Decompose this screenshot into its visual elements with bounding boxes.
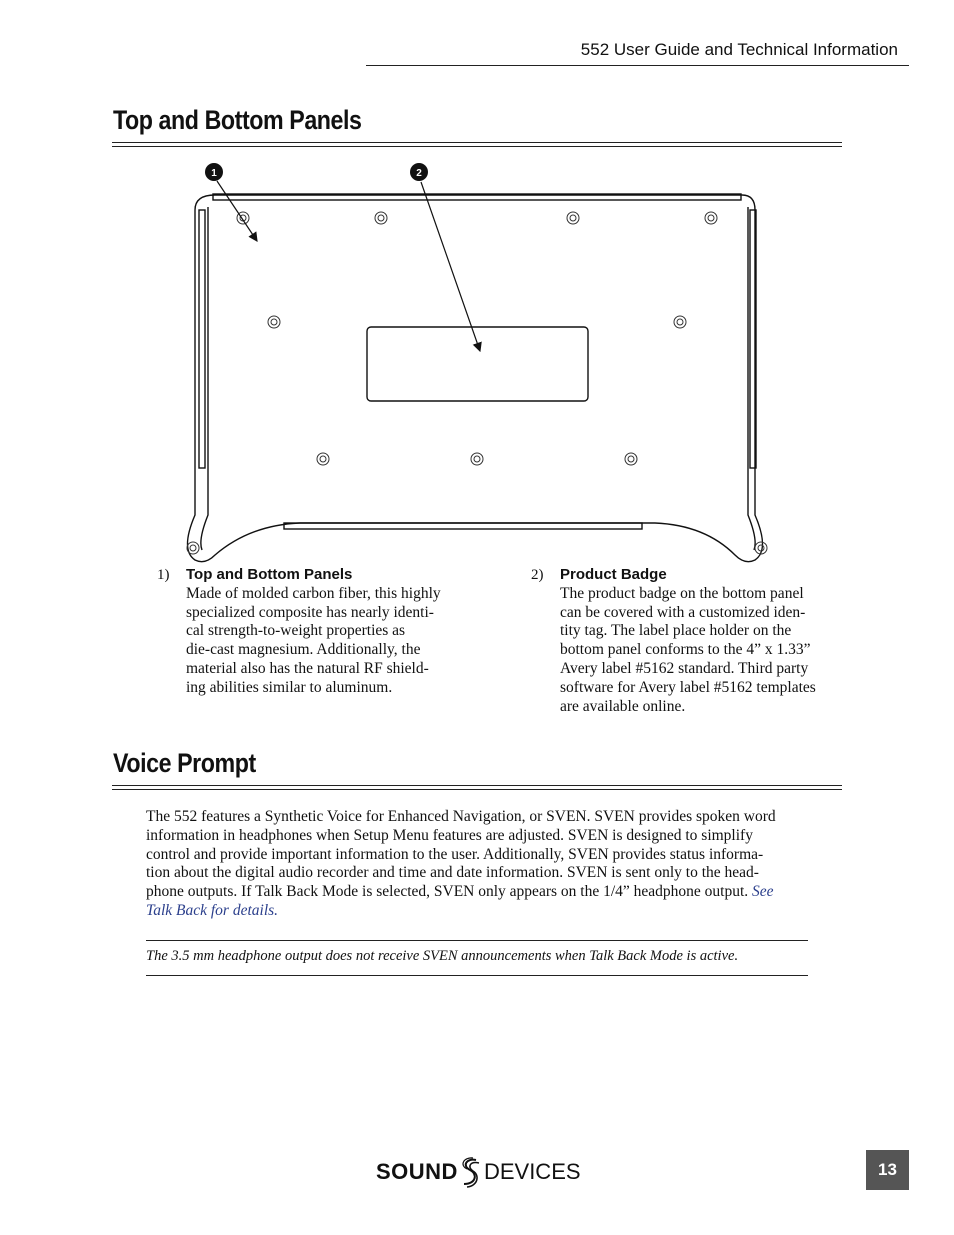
item-2-number: 2) xyxy=(531,567,544,583)
panel-outline xyxy=(188,194,763,562)
item-2-line: The product badge on the bottom panel xyxy=(560,584,804,602)
paragraph-line-text: phone outputs. If Talk Back Mode is selected, SVEN only appears on the 1/4” headphone output. xyxy=(146,883,753,901)
item-1-description xyxy=(186,566,441,698)
paragraph-line: control and provide important information to the user. Additionally, SVEN provides status informa- xyxy=(146,845,764,863)
sound-devices-logo xyxy=(376,1156,581,1188)
item-2-description xyxy=(560,566,816,716)
note-text: The 3.5 mm headphone output does not receive SVEN announcements when Talk Back Mode is active. xyxy=(146,948,739,964)
item-2-line: tity tag. The label place holder on the xyxy=(560,622,792,640)
paragraph-line xyxy=(146,883,846,902)
item-1-line: die-cast magnesium. Additionally, the xyxy=(186,641,421,659)
logo-swirl-icon xyxy=(458,1156,484,1188)
item-2-line: bottom panel conforms to the 4” x 1.33” xyxy=(560,641,811,659)
item-2-line: software for Avery label #5162 templates xyxy=(560,678,816,696)
section-title-top-bottom: Top and Bottom Panels xyxy=(113,105,362,135)
logo-sound-text: SOUND xyxy=(376,1159,458,1184)
callout-1-leader xyxy=(217,181,257,241)
item-1-number: 1) xyxy=(157,567,170,583)
section-rule xyxy=(112,142,842,147)
item-1-line: Made of molded carbon fiber, this highly xyxy=(186,584,441,602)
item-1-line: material also has the natural RF shield- xyxy=(186,659,429,677)
see-talk-back-link[interactable]: See xyxy=(752,883,774,901)
item-1-line: cal strength-to-weight properties as xyxy=(186,622,406,640)
logo-devices-text: DEVICES xyxy=(483,1159,581,1184)
item-2-line: are available online. xyxy=(560,697,686,715)
header-rule xyxy=(366,65,909,66)
running-header: 552 User Guide and Technical Information xyxy=(580,40,898,59)
item-2-line: Avery label #5162 standard. Third party xyxy=(560,659,809,677)
voice-prompt-paragraph xyxy=(146,808,846,921)
badge-placeholder xyxy=(367,327,588,401)
callout-2-leader xyxy=(421,182,480,351)
section-rule xyxy=(112,785,842,790)
page-number: 13 xyxy=(866,1150,909,1190)
item-1-line: ing abilities similar to aluminum. xyxy=(186,678,393,696)
paragraph-line: tion about the digital audio recorder and time and date information. SVEN is sent only to the head- xyxy=(146,864,759,882)
callout-2-label: 2 xyxy=(416,168,422,179)
item-1-heading: Top and Bottom Panels xyxy=(186,566,353,583)
screw-holes xyxy=(187,212,767,554)
paragraph-line: information in headphones when Setup Menu features are adjusted. SVEN is designed to simplify xyxy=(146,826,753,844)
note-top-rule xyxy=(146,940,808,941)
item-2-heading: Product Badge xyxy=(560,566,667,583)
paragraph-line: The 552 features a Synthetic Voice for Enhanced Navigation, or SVEN. SVEN provides spoken word xyxy=(146,808,776,825)
section-title-voice-prompt: Voice Prompt xyxy=(113,748,256,778)
note-bottom-rule xyxy=(146,975,808,976)
item-1-line: specialized composite has nearly identi- xyxy=(186,603,434,621)
bottom-panel-diagram xyxy=(170,155,780,575)
item-2-line: can be covered with a customized iden- xyxy=(560,603,806,621)
callout-1-label: 1 xyxy=(211,168,217,179)
talk-back-link[interactable]: Talk Back for details. xyxy=(146,901,279,919)
